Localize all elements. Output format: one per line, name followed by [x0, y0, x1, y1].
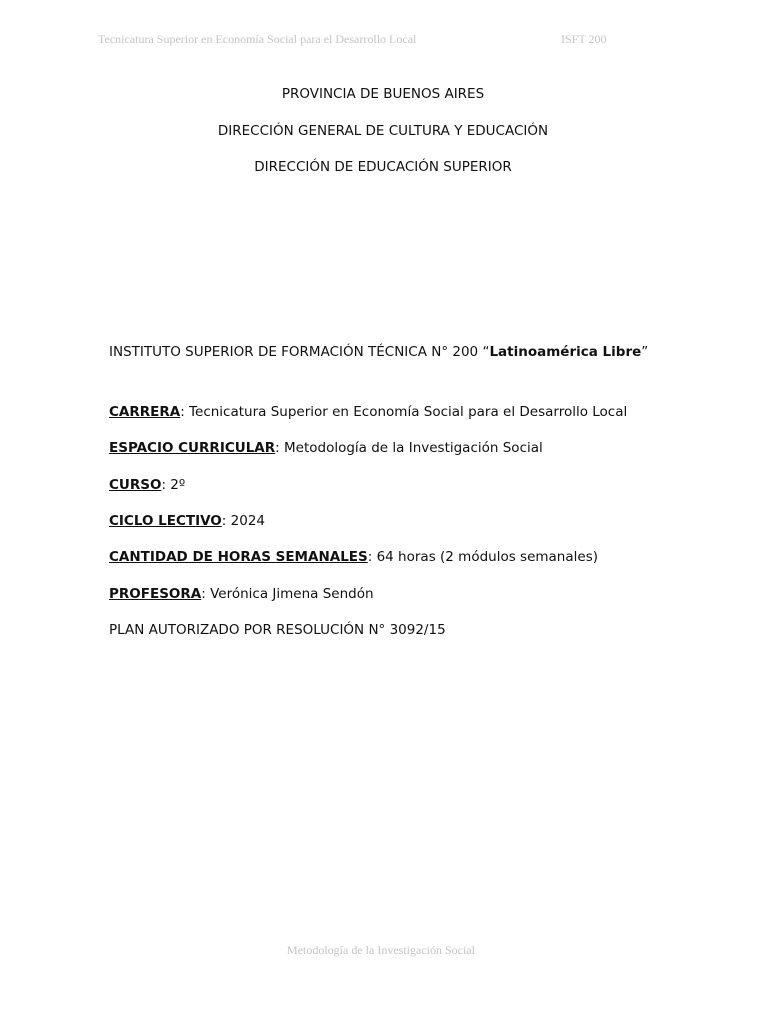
institute-suffix: ” [641, 344, 649, 360]
field-horas-semanales [109, 549, 598, 565]
field-label: ESPACIO CURRICULAR [109, 440, 276, 456]
field-profesora [109, 586, 374, 602]
field-label: CICLO LECTIVO [109, 513, 222, 529]
directorate-higher-ed-heading: DIRECCIÓN DE EDUCACIÓN SUPERIOR [254, 159, 512, 175]
institute-name-paragraph [109, 340, 669, 364]
field-value: : 2024 [221, 513, 265, 529]
field-value: : 64 horas (2 módulos semanales) [367, 549, 598, 565]
plan-resolution: PLAN AUTORIZADO POR RESOLUCIÓN N° 3092/15 [109, 622, 446, 638]
field-value: : 2º [161, 477, 186, 493]
field-value: : Tecnicatura Superior en Economía Social para el Desarrollo Local [180, 404, 628, 420]
field-label: PROFESORA [109, 586, 202, 602]
field-espacio-curricular [109, 440, 543, 456]
field-label: CARRERA [109, 404, 181, 420]
field-carrera [109, 404, 627, 420]
field-curso [109, 477, 185, 493]
field-label: CURSO [109, 477, 162, 493]
institute-name: Latinoamérica Libre [489, 344, 642, 360]
field-value: : Verónica Jimena Sendón [201, 586, 374, 602]
page-header-institute-code: ISFT 200 [561, 32, 607, 46]
field-ciclo-lectivo [109, 513, 265, 529]
field-label: CANTIDAD DE HORAS SEMANALES [109, 549, 368, 565]
institute-prefix: INSTITUTO SUPERIOR DE FORMACIÓN TÉCNICA N° 200 “ [109, 344, 490, 360]
directorate-general-heading: DIRECCIÓN GENERAL DE CULTURA Y EDUCACIÓN [217, 123, 549, 139]
page-footer: Metodología de la Investigación Social [287, 943, 475, 957]
province-heading: PROVINCIA DE BUENOS AIRES [281, 86, 485, 102]
page-header-title: Tecnicatura Superior en Economía Social para el Desarrollo Local [98, 32, 417, 46]
field-value: : Metodología de la Investigación Social [275, 440, 543, 456]
